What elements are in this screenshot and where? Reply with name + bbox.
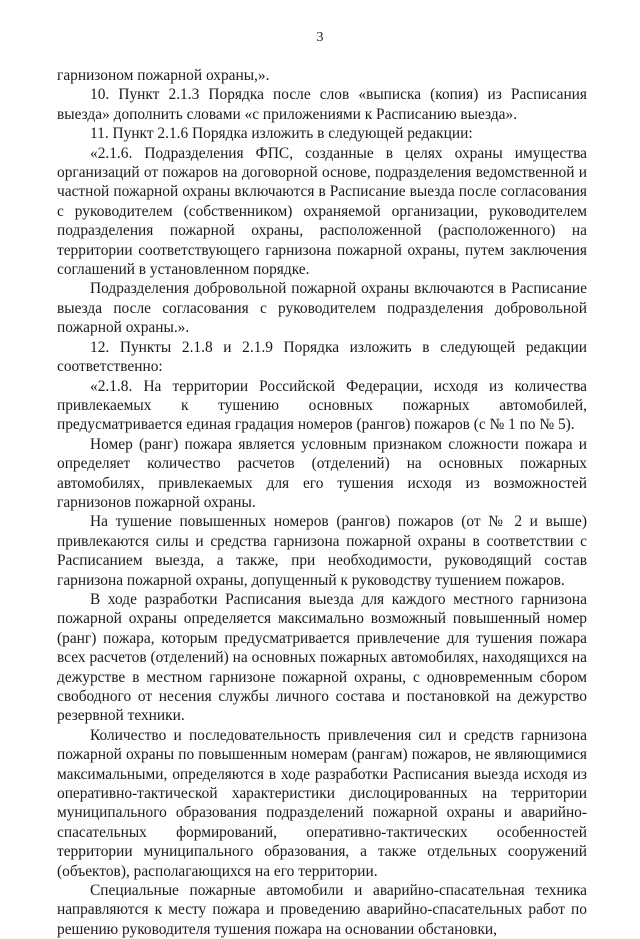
- paragraph-item-10: 10. Пункт 2.1.3 Порядка после слов «выписка (копия) из Расписания выезда» дополнить словами «с приложениями к Расписанию выезда».: [57, 86, 587, 123]
- paragraph-item-12: 12. Пункты 2.1.8 и 2.1.9 Порядка изложить в следующей редакции соответственно:: [57, 338, 587, 376]
- paragraph-max-rank: В ходе разработки Расписания выезда для каждого местного гарнизона пожарной охраны определяется максимально возможный повышенный номер (ранг) пожара, которым предусматривается привлечение для тушения пожара всех расчетов (отделений) на основных пожарных автомобилях, находящихся на дежурстве в местном гарнизоне пожарной охраны, с одновременным сбором свободного от несения службы личного состава и постановкой на дежурство резервной техники.: [57, 590, 587, 725]
- paragraph-volunteer-fire-protection: Подразделения добровольной пожарной охраны включаются в Расписание выезда после согласования с руководителем подразделения добровольной пожарной охраны.».: [57, 280, 587, 337]
- paragraph-elevated-ranks: На тушение повышенных номеров (рангов) пожаров (от № 2 и выше) привлекаются силы и средства гарнизона пожарной охраны в соответствии с Расписанием выезда, а также, при необходимости, руководящий состав гарнизона пожарной охраны, допущенный к руководству тушением пожаров.: [57, 513, 587, 589]
- paragraph-special-vehicles: Специальные пожарные автомобили и аварийно-спасательная техника направляются к месту пожара и проведению аварийно-спасательных работ по решению руководителя тушения пожара на основании обстановки,: [57, 882, 587, 938]
- paragraph-continuation: гарнизоном пожарной охраны,».: [57, 67, 270, 84]
- paragraph-2-1-6: «2.1.6. Подразделения ФПС, созданные в целях охраны имущества организаций от пожаров на договорной основе, подразделения ведомственной и частной пожарной охраны включаются в Расписание выезда после согласования с руководителем (собственником) охраняемой организации, руководителем подразделения пожарной охраны, расположенной (расположенного) на территории соответствующего гарнизона пожарной охраны, путем заключения соглашений в установленном порядке.: [57, 144, 587, 279]
- paragraph-item-11: 11. Пункт 2.1.6 Порядка изложить в следующей редакции:: [90, 125, 473, 143]
- page-number: 3: [316, 30, 324, 45]
- paragraph-fire-rank-definition: Номер (ранг) пожара является условным признаком сложности пожара и определяет количество расчетов (отделений) на основных пожарных автомобилях, привлекаемых для его тушения исходя из возможностей гарнизонов пожарной охраны.: [57, 435, 587, 511]
- paragraph-forces-sequence: Количество и последовательность привлечения сил и средств гарнизона пожарной охраны по повышенным номерам (рангам) пожаров, не являющимися максимальными, определяются в ходе разработки Расписания выезда исходя из оперативно-тактической характеристики дислоцированных на территории муниципального образования подразделений пожарной охраны и аварийно-спасательных формирований, оперативно-тактических особенностей территории муниципального образования, а также отдельных сооружений (объектов), располагающихся на его территории.: [57, 726, 587, 880]
- document-body: [57, 66, 587, 939]
- paragraph-2-1-8: «2.1.8. На территории Российской Федерации, исходя из количества привлекаемых к тушению основных пожарных автомобилей, предусматривается единая градация номеров (рангов) пожаров (с № 1 по № 5).: [57, 377, 587, 434]
